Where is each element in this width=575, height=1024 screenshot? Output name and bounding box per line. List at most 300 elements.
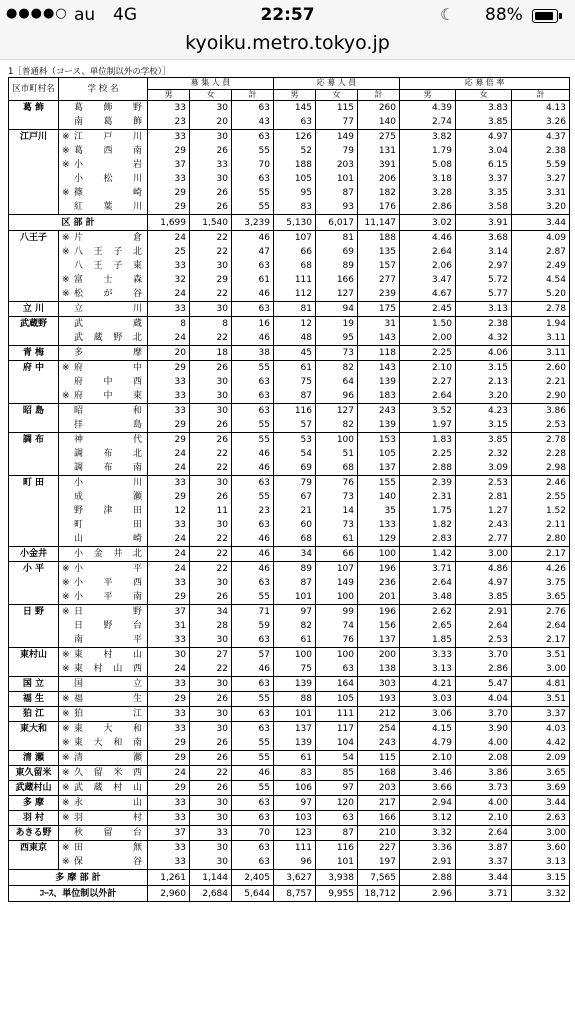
school-cell — [59, 389, 148, 404]
quota-female: 22 — [190, 231, 232, 246]
ratio-female: 2.86 — [456, 662, 512, 677]
quota-female: 26 — [190, 186, 232, 200]
quota-total: 63 — [232, 576, 274, 590]
applicants-male: 95 — [274, 186, 316, 200]
school-row — [9, 722, 570, 737]
school-name: 昭 和 — [74, 406, 142, 416]
applicants-total: 254 — [358, 722, 400, 737]
subtotal-quota-male: 1,261 — [148, 870, 190, 886]
ratio-male: 2.64 — [400, 576, 456, 590]
quota-female: 29 — [190, 273, 232, 287]
applicants-female: 93 — [316, 200, 358, 215]
applicants-male: 100 — [274, 648, 316, 663]
district-name: 狛 江 — [9, 707, 59, 722]
school-row — [9, 811, 570, 826]
school-row — [9, 461, 570, 476]
district-name: 東久留米 — [9, 766, 59, 781]
quota-female: 26 — [190, 433, 232, 448]
district-name: 国 立 — [9, 677, 59, 692]
ratio-total: 3.00 — [512, 826, 570, 841]
ratio-male: 1.79 — [400, 144, 456, 158]
quota-female: 22 — [190, 447, 232, 461]
school-mark: ※ — [62, 592, 70, 602]
ratio-male: 2.94 — [400, 796, 456, 811]
school-name: 調 布 北 — [74, 449, 142, 459]
ratio-female: 2.53 — [456, 476, 512, 491]
subtotal-applicants-male: 5,130 — [274, 215, 316, 231]
school-name: 東 村 山 西 — [74, 664, 142, 674]
school-row — [9, 707, 570, 722]
ratio-female: 3.70 — [456, 707, 512, 722]
quota-total: 63 — [232, 476, 274, 491]
ratio-female: 4.97 — [456, 130, 512, 145]
school-name: 立 川 — [74, 304, 142, 314]
quota-total: 63 — [232, 101, 274, 116]
quota-female: 11 — [190, 504, 232, 518]
ratio-male: 1.42 — [400, 547, 456, 562]
ratio-male: 2.86 — [400, 200, 456, 215]
ratio-female: 4.32 — [456, 331, 512, 346]
school-mark: ※ — [62, 738, 70, 748]
school-row — [9, 101, 570, 116]
district-name: 東大和 — [9, 722, 59, 751]
ratio-female: 3.15 — [456, 361, 512, 376]
quota-female: 22 — [190, 766, 232, 781]
school-name: 江 戸 川 — [74, 132, 142, 142]
subtotal-ratio-total: 3.15 — [512, 870, 570, 886]
quota-female: 8 — [190, 317, 232, 332]
applicants-female: 76 — [316, 633, 358, 648]
quota-total: 70 — [232, 826, 274, 841]
quota-total: 55 — [232, 781, 274, 796]
ratio-female: 3.90 — [456, 722, 512, 737]
quota-total: 63 — [232, 302, 274, 317]
ratio-total: 2.60 — [512, 361, 570, 376]
subtotal-quota-female: 1,144 — [190, 870, 232, 886]
clock: 22:57 — [260, 5, 315, 25]
ratio-male: 3.82 — [400, 130, 456, 145]
applicants-female: 79 — [316, 144, 358, 158]
applicants-male: 97 — [274, 796, 316, 811]
quota-female: 33 — [190, 826, 232, 841]
school-row — [9, 751, 570, 766]
quota-male: 24 — [148, 231, 190, 246]
ratio-male: 3.52 — [400, 404, 456, 419]
ratio-total: 5.20 — [512, 287, 570, 302]
applicants-female: 94 — [316, 302, 358, 317]
school-name: 野 津 田 — [74, 506, 142, 516]
application-ratio-table — [8, 77, 570, 902]
school-cell — [59, 490, 148, 504]
ratio-female: 2.38 — [456, 317, 512, 332]
district-name: 羽 村 — [9, 811, 59, 826]
quota-male: 33 — [148, 518, 190, 532]
applicants-total: 391 — [358, 158, 400, 172]
applicants-female: 116 — [316, 841, 358, 856]
district-name: 町 田 — [9, 476, 59, 547]
applicants-total: 137 — [358, 633, 400, 648]
quota-total: 59 — [232, 619, 274, 633]
subtotal-ratio-male: 2.96 — [400, 886, 456, 902]
ratio-total: 4.81 — [512, 677, 570, 692]
status-bar — [0, 0, 575, 30]
school-name: 福 生 — [74, 694, 142, 704]
subtotal-ratio-female: 3.71 — [456, 886, 512, 902]
applicants-female: 203 — [316, 158, 358, 172]
applicants-female: 96 — [316, 389, 358, 404]
applicants-male: 53 — [274, 433, 316, 448]
applicants-male: 87 — [274, 389, 316, 404]
ratio-total: 2.64 — [512, 619, 570, 633]
ratio-total: 2.21 — [512, 375, 570, 389]
applicants-total: 156 — [358, 619, 400, 633]
school-cell — [59, 751, 148, 766]
school-mark: ※ — [62, 768, 70, 778]
ratio-total: 3.44 — [512, 796, 570, 811]
school-row — [9, 273, 570, 287]
ratio-male: 3.03 — [400, 692, 456, 707]
school-cell — [59, 447, 148, 461]
applicants-female: 87 — [316, 826, 358, 841]
quota-total: 43 — [232, 115, 274, 130]
school-row — [9, 532, 570, 547]
school-mark: ※ — [62, 146, 70, 156]
applicants-male: 83 — [274, 200, 316, 215]
applicants-female: 51 — [316, 447, 358, 461]
address-bar[interactable] — [0, 30, 575, 60]
school-cell — [59, 476, 148, 491]
quota-male: 29 — [148, 590, 190, 605]
applicants-male: 139 — [274, 736, 316, 751]
ratio-total: 2.11 — [512, 518, 570, 532]
district-name: 東村山 — [9, 648, 59, 677]
quota-male: 29 — [148, 144, 190, 158]
quota-female: 18 — [190, 346, 232, 361]
ratio-male: 2.64 — [400, 245, 456, 259]
ratio-total: 3.27 — [512, 172, 570, 186]
school-mark: ※ — [62, 650, 70, 660]
applicants-total: 227 — [358, 841, 400, 856]
ratio-female: 1.27 — [456, 504, 512, 518]
applicants-female: 101 — [316, 172, 358, 186]
ratio-total: 2.90 — [512, 389, 570, 404]
ratio-female: 2.10 — [456, 811, 512, 826]
ratio-male: 1.97 — [400, 418, 456, 433]
subtotal-ratio-male: 3.02 — [400, 215, 456, 231]
ratio-total: 2.17 — [512, 547, 570, 562]
school-mark: ※ — [62, 857, 70, 867]
quota-total: 46 — [232, 461, 274, 476]
quota-male: 33 — [148, 389, 190, 404]
quota-male: 24 — [148, 562, 190, 577]
applicants-female: 14 — [316, 504, 358, 518]
applicants-female: 100 — [316, 590, 358, 605]
applicants-total: 243 — [358, 736, 400, 751]
header-district: 区市町村名 — [9, 78, 59, 101]
school-name: 松 が 谷 — [74, 289, 142, 299]
applicants-total: 275 — [358, 130, 400, 145]
ratio-total: 3.20 — [512, 200, 570, 215]
applicants-female: 100 — [316, 648, 358, 663]
school-cell — [59, 547, 148, 562]
school-name: 国 立 — [74, 679, 142, 689]
school-name: 小 金 井 北 — [74, 549, 142, 559]
ratio-total: 2.78 — [512, 302, 570, 317]
ratio-total: 3.11 — [512, 331, 570, 346]
ratio-total: 2.78 — [512, 433, 570, 448]
ratio-total: 2.80 — [512, 532, 570, 547]
applicants-male: 82 — [274, 619, 316, 633]
quota-female: 26 — [190, 781, 232, 796]
ratio-total: 4.26 — [512, 562, 570, 577]
quota-male: 8 — [148, 317, 190, 332]
quota-total: 63 — [232, 375, 274, 389]
quota-male: 33 — [148, 259, 190, 273]
ratio-total: 3.69 — [512, 781, 570, 796]
quota-female: 26 — [190, 590, 232, 605]
school-row — [9, 781, 570, 796]
ratio-total: 3.13 — [512, 855, 570, 870]
ratio-female: 3.13 — [456, 302, 512, 317]
school-row — [9, 590, 570, 605]
school-mark: ※ — [62, 843, 70, 853]
quota-female: 30 — [190, 389, 232, 404]
applicants-male: 112 — [274, 287, 316, 302]
school-name: 府 中 西 — [74, 377, 142, 387]
applicants-total: 31 — [358, 317, 400, 332]
school-row — [9, 331, 570, 346]
school-cell — [59, 144, 148, 158]
school-row — [9, 605, 570, 620]
quota-male: 23 — [148, 115, 190, 130]
applicants-female: 81 — [316, 231, 358, 246]
school-row — [9, 796, 570, 811]
quota-male: 33 — [148, 101, 190, 116]
applicants-total: 277 — [358, 273, 400, 287]
ratio-total: 4.09 — [512, 231, 570, 246]
school-row — [9, 302, 570, 317]
quota-female: 33 — [190, 158, 232, 172]
school-name: 狛 江 — [74, 709, 142, 719]
applicants-male: 34 — [274, 547, 316, 562]
school-name: 小 平 西 — [74, 578, 142, 588]
ratio-female: 3.68 — [456, 231, 512, 246]
quota-female: 22 — [190, 331, 232, 346]
header-school: 学 校 名 — [59, 78, 148, 101]
applicants-female: 95 — [316, 331, 358, 346]
school-row — [9, 633, 570, 648]
school-row — [9, 855, 570, 870]
ratio-male: 4.67 — [400, 287, 456, 302]
quota-female: 26 — [190, 692, 232, 707]
quota-total: 55 — [232, 490, 274, 504]
school-name: 山 崎 — [74, 534, 142, 544]
applicants-total: 236 — [358, 576, 400, 590]
district-name: 調 布 — [9, 433, 59, 476]
quota-female: 30 — [190, 855, 232, 870]
ratio-total: 3.00 — [512, 662, 570, 677]
quota-total: 63 — [232, 796, 274, 811]
school-name: 小 川 — [74, 478, 142, 488]
applicants-female: 19 — [316, 317, 358, 332]
applicants-female: 85 — [316, 766, 358, 781]
quota-male: 33 — [148, 302, 190, 317]
school-cell — [59, 302, 148, 317]
quota-total: 38 — [232, 346, 274, 361]
school-cell — [59, 590, 148, 605]
quota-female: 30 — [190, 722, 232, 737]
ratio-total: 3.86 — [512, 404, 570, 419]
school-row — [9, 826, 570, 841]
applicants-male: 61 — [274, 361, 316, 376]
applicants-female: 73 — [316, 490, 358, 504]
quota-male: 29 — [148, 418, 190, 433]
subtotal-ratio-female: 3.44 — [456, 870, 512, 886]
ratio-male: 2.06 — [400, 259, 456, 273]
quota-total: 63 — [232, 130, 274, 145]
school-mark: ※ — [62, 247, 70, 257]
applicants-female: 105 — [316, 692, 358, 707]
quota-male: 29 — [148, 692, 190, 707]
ratio-total: 2.63 — [512, 811, 570, 826]
applicants-male: 83 — [274, 766, 316, 781]
quota-total: 63 — [232, 389, 274, 404]
school-cell — [59, 736, 148, 751]
school-cell — [59, 532, 148, 547]
applicants-female: 64 — [316, 375, 358, 389]
ratio-female: 3.85 — [456, 115, 512, 130]
applicants-female: 115 — [316, 101, 358, 116]
school-name: 小 平 — [74, 564, 142, 574]
district-name: 八王子 — [9, 231, 59, 302]
applicants-total: 182 — [358, 186, 400, 200]
school-name: 清 瀬 — [74, 753, 142, 763]
school-row — [9, 404, 570, 419]
quota-female: 22 — [190, 547, 232, 562]
quota-male: 29 — [148, 361, 190, 376]
header-ratio-male: 男 — [400, 89, 456, 101]
subtotal-ratio-female: 3.91 — [456, 215, 512, 231]
applicants-male: 111 — [274, 841, 316, 856]
quota-female: 26 — [190, 736, 232, 751]
district-name: 小金井 — [9, 547, 59, 562]
school-mark: ※ — [62, 564, 70, 574]
ratio-male: 2.25 — [400, 346, 456, 361]
school-name: 永 山 — [74, 798, 142, 808]
applicants-female: 74 — [316, 619, 358, 633]
ratio-male: 3.36 — [400, 841, 456, 856]
ratio-male: 1.83 — [400, 433, 456, 448]
applicants-total: 166 — [358, 811, 400, 826]
applicants-female: 99 — [316, 605, 358, 620]
school-mark: ※ — [62, 233, 70, 243]
applicants-male: 61 — [274, 633, 316, 648]
quota-male: 29 — [148, 781, 190, 796]
ratio-female: 4.23 — [456, 404, 512, 419]
quota-male: 24 — [148, 461, 190, 476]
district-name: 日 野 — [9, 605, 59, 648]
ratio-total: 2.49 — [512, 259, 570, 273]
quota-male: 12 — [148, 504, 190, 518]
subtotal-applicants-male: 3,627 — [274, 870, 316, 886]
ratio-female: 3.00 — [456, 547, 512, 562]
applicants-female: 54 — [316, 751, 358, 766]
quota-male: 33 — [148, 172, 190, 186]
school-cell — [59, 576, 148, 590]
school-name: 保 谷 — [74, 857, 142, 867]
school-row — [9, 130, 570, 145]
applicants-male: 66 — [274, 245, 316, 259]
school-cell — [59, 101, 148, 116]
quota-male: 37 — [148, 826, 190, 841]
quota-total: 63 — [232, 259, 274, 273]
applicants-total: 197 — [358, 855, 400, 870]
quota-total: 16 — [232, 317, 274, 332]
ratio-male: 2.64 — [400, 389, 456, 404]
header-applicants: 応 募 人 員 — [274, 78, 400, 90]
quota-male: 29 — [148, 200, 190, 215]
section-title: 1［普通科（コース、単位制以外の学校）］ — [8, 67, 171, 77]
school-cell — [59, 781, 148, 796]
quota-female: 26 — [190, 490, 232, 504]
ratio-female: 2.64 — [456, 619, 512, 633]
district-name: 江戸川 — [9, 130, 59, 215]
school-name: 府 中 — [74, 363, 142, 373]
battery-percentage: 88% — [485, 5, 523, 25]
applicants-male: 88 — [274, 692, 316, 707]
ratio-male: 2.91 — [400, 855, 456, 870]
quota-male: 24 — [148, 532, 190, 547]
school-mark: ※ — [62, 753, 70, 763]
school-name: 南 平 — [74, 635, 142, 645]
school-name: 東 大 和 — [74, 724, 142, 734]
applicants-female: 82 — [316, 361, 358, 376]
ratio-male: 2.10 — [400, 751, 456, 766]
applicants-male: 145 — [274, 101, 316, 116]
school-name: 町 田 — [74, 520, 142, 530]
ratio-total: 3.51 — [512, 648, 570, 663]
applicants-total: 200 — [358, 648, 400, 663]
ratio-total: 4.37 — [512, 130, 570, 145]
school-mark: ※ — [62, 798, 70, 808]
quota-total: 63 — [232, 518, 274, 532]
quota-total: 55 — [232, 590, 274, 605]
quota-male: 24 — [148, 547, 190, 562]
ratio-female: 5.47 — [456, 677, 512, 692]
district-name: あきる野 — [9, 826, 59, 841]
applicants-total: 193 — [358, 692, 400, 707]
district-name: 福 生 — [9, 692, 59, 707]
quota-female: 22 — [190, 287, 232, 302]
ratio-female: 3.87 — [456, 841, 512, 856]
ratio-male: 3.48 — [400, 590, 456, 605]
ratio-male: 2.00 — [400, 331, 456, 346]
school-row — [9, 115, 570, 130]
quota-male: 33 — [148, 841, 190, 856]
applicants-total: 115 — [358, 751, 400, 766]
battery-icon — [532, 9, 558, 23]
quota-male: 29 — [148, 736, 190, 751]
network-type: 4G — [113, 5, 137, 25]
subtotal-label: ｺｰｽ、単位制以外計 — [9, 886, 148, 902]
applicants-total: 139 — [358, 418, 400, 433]
district-name: 小 平 — [9, 562, 59, 605]
applicants-total: 239 — [358, 287, 400, 302]
applicants-female: 127 — [316, 404, 358, 419]
subtotal-label: 区 部 計 — [9, 215, 148, 231]
school-cell — [59, 504, 148, 518]
applicants-male: 61 — [274, 751, 316, 766]
